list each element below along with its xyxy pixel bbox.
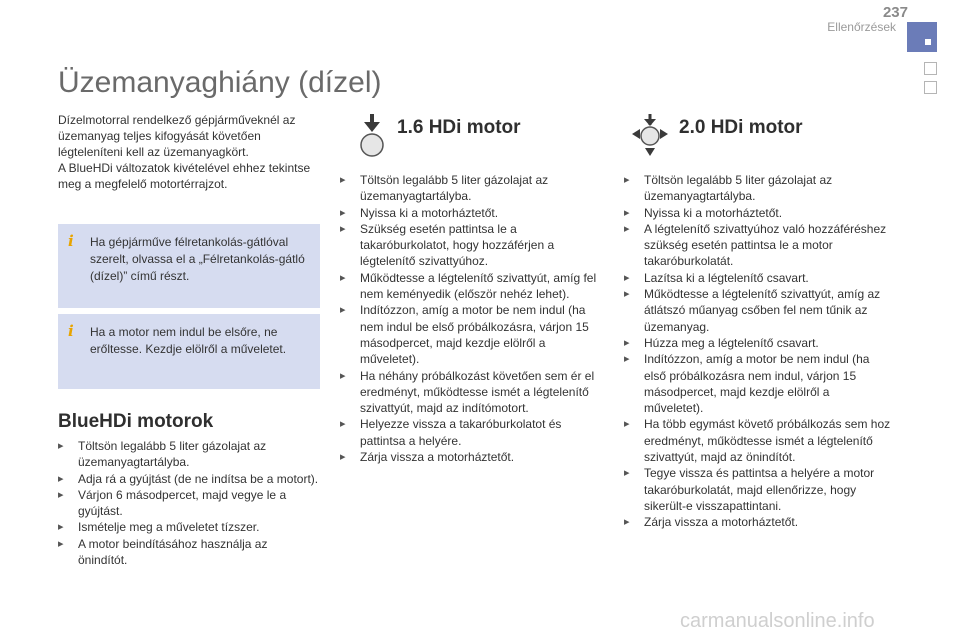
bullet-icon: ▸	[624, 174, 630, 186]
watermark: carmanualsonline.info	[680, 610, 875, 632]
list-item	[58, 536, 320, 569]
engine-access-icon	[630, 112, 670, 158]
hdi20-heading: 2.0 HDi motor	[679, 117, 803, 138]
step-text: A légtelenítő szivattyúhoz való hozzáféréshez szükség esetén pattintsa le a motor takaróburkolatát.	[644, 221, 887, 269]
info-note	[58, 314, 320, 389]
step-text: Működtesse a légtelenítő szivattyút, amíg az átlátszó műanyag csőben fel nem tűnik az üzemanyag.	[644, 287, 881, 334]
intro-paragraph: Dízelmotorral rendelkező gépjárműveknél az üzemanyag teljes kifogyását követően légteleníteni kell az üzemanyagkört.	[58, 113, 296, 159]
step-text: Helyezze vissza a takaróburkolatot és pattintsa a helyére.	[360, 417, 562, 448]
list-item	[624, 205, 892, 221]
step-text: Lazítsa ki a légtelenítő csavart.	[644, 270, 809, 285]
step-text: Nyissa ki a motorháztetőt.	[644, 205, 783, 220]
bullet-icon: ▸	[58, 537, 64, 550]
list-item	[340, 449, 608, 465]
list-item	[340, 416, 608, 449]
intro-text	[58, 112, 320, 192]
step-text: Nyissa ki a motorháztetőt.	[360, 205, 499, 220]
bullet-icon: ▸	[624, 288, 630, 301]
list-item	[624, 172, 892, 205]
bullet-icon: ▸	[624, 222, 630, 235]
step-text: A motor beindításához használja az önindítót.	[78, 536, 268, 568]
step-text: Tegye vissza és pattintsa a helyére a motor takaróburkolatát, majd ellenőrizze, hogy sikerült-e visszapattintani.	[644, 466, 875, 513]
bluehdi-heading: BlueHDi motorok	[58, 411, 214, 432]
bullet-icon: ▸	[624, 206, 630, 219]
list-item	[624, 221, 892, 270]
list-item	[340, 172, 608, 205]
page-number: 237	[882, 4, 908, 21]
step-text: Zárja vissza a motorháztetőt.	[360, 450, 515, 465]
bullet-icon: ▸	[58, 521, 64, 534]
hdi20-steps	[624, 172, 892, 531]
step-text: Működtesse a légtelenítő szivattyút, amíg fel nem keményedik (először nehéz lehet).	[360, 270, 597, 302]
bullet-icon: ▸	[340, 206, 346, 219]
bullet-icon: ▸	[340, 418, 346, 431]
bullet-icon: ▸	[340, 222, 346, 235]
bullet-icon: ▸	[340, 369, 346, 382]
list-item	[340, 270, 608, 303]
chapter-tab[interactable]	[924, 81, 937, 94]
step-text: Töltsön legalább 5 liter gázolajat az üzemanyagtartályba.	[644, 173, 833, 204]
info-icon: i	[68, 322, 74, 340]
step-text: Húzza meg a légtelenítő csavart.	[644, 335, 819, 350]
bullet-icon: ▸	[58, 440, 64, 452]
bullet-icon: ▸	[624, 353, 630, 366]
step-text: Indítózzon, amíg a motor be nem indul (ha nem indul be első próbálkozásra, várjon 15 másodpercet, majd kezdje elölről a műveletet).	[360, 303, 589, 367]
step-text: Ha néhány próbálkozást követően sem ér el eredményt, működtesse ismét a légtelenítő szivattyút, majd az indítómotort.	[360, 368, 595, 416]
bluehdi-steps	[58, 438, 320, 568]
bullet-icon: ▸	[624, 467, 630, 480]
bullet-icon: ▸	[58, 472, 64, 485]
list-item	[624, 351, 892, 416]
list-item	[624, 286, 892, 335]
info-icon: i	[68, 232, 74, 250]
list-item	[340, 368, 608, 417]
bullet-icon: ▸	[340, 451, 346, 464]
list-item	[624, 335, 892, 351]
bullet-icon: ▸	[624, 336, 630, 349]
bullet-icon: ▸	[340, 174, 346, 186]
page-title: Üzemanyaghiány (dízel)	[58, 66, 382, 99]
list-item	[58, 471, 320, 487]
bullet-icon: ▸	[340, 304, 346, 317]
step-text: Zárja vissza a motorháztetőt.	[644, 515, 799, 530]
list-item	[624, 465, 892, 514]
info-note	[58, 224, 320, 308]
step-text: Indítózzon, amíg a motor be nem indul (ha első próbálkozásra nem indul, várjon 15 másodpercet, majd kezdje elölről a műveletet).	[644, 352, 870, 416]
hdi16-steps	[340, 172, 608, 465]
list-item	[624, 514, 892, 530]
info-note-text: Ha a motor nem indul be elsőre, ne erőltesse. Kezdje elölről a műveletet.	[90, 325, 287, 356]
list-item	[340, 302, 608, 367]
list-item	[340, 221, 608, 270]
tab-marker-icon	[925, 39, 931, 45]
bullet-icon: ▸	[624, 418, 630, 431]
info-note-text: Ha gépjárműve félretankolás-gátlóval szerelt, olvassa el a „Félretankolás-gátló (dízel)” című részt.	[90, 235, 305, 283]
step-text: Ha több egymást követő próbálkozás sem hoz eredményt, működtesse ismét a légtelenítő szivattyút, majd az önindítót.	[644, 417, 891, 465]
step-text: Töltsön legalább 5 liter gázolajat az üzemanyagtartályba.	[78, 439, 267, 470]
bullet-icon: ▸	[624, 271, 630, 284]
chapter-tab[interactable]	[924, 62, 937, 75]
bullet-icon: ▸	[340, 271, 346, 284]
step-text: Szükség esetén pattintsa le a takaróburkolatot, hogy hozzáférjen a légtelenítő szivattyúhoz.	[360, 221, 555, 269]
hdi16-heading: 1.6 HDi motor	[397, 117, 521, 138]
step-text: Várjon 6 másodpercet, majd vegye le a gyújtást.	[78, 487, 287, 519]
step-text: Töltsön legalább 5 liter gázolajat az üzemanyagtartályba.	[360, 173, 549, 204]
list-item	[624, 270, 892, 286]
step-text: Adja rá a gyújtást (de ne indítsa be a motort).	[78, 471, 319, 486]
chapter-tab-active[interactable]	[907, 22, 937, 52]
step-text: Ismételje meg a műveletet tízszer.	[78, 520, 260, 535]
engine-access-icon	[352, 112, 392, 158]
list-item	[624, 416, 892, 465]
list-item	[58, 487, 320, 520]
section-name: Ellenőrzések	[827, 20, 896, 34]
list-item	[58, 438, 320, 471]
bullet-icon: ▸	[58, 488, 64, 501]
intro-paragraph: A BlueHDi változatok kivételével ehhez tekintse meg a megfelelő motortérrajzot.	[58, 161, 311, 191]
bullet-icon: ▸	[624, 516, 630, 529]
list-item	[58, 519, 320, 535]
list-item	[340, 205, 608, 221]
